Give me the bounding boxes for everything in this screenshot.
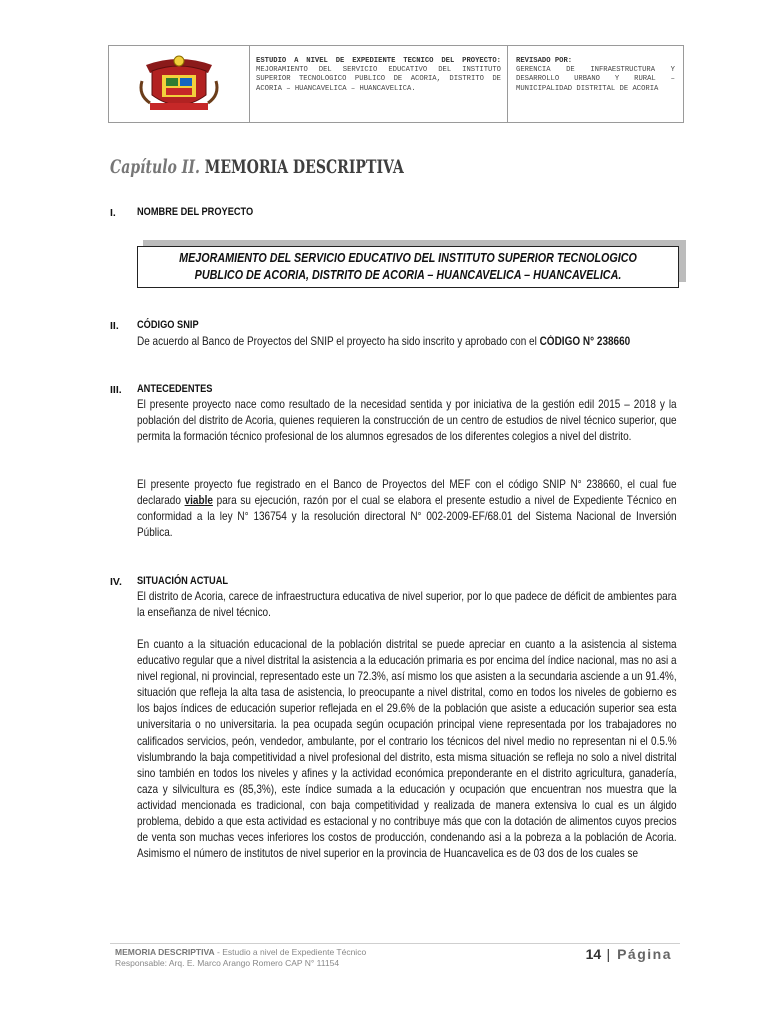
- header-review-text: GERENCIA DE INFRAESTRUCTURA Y DESARROLLO URBANO Y RURAL – MUNICIPALIDAD DISTRITAL DE ACORIA: [516, 66, 675, 93]
- header-project-lead: ESTUDIO A NIVEL DE EXPEDIENTE TECNICO DEL PROYECTO:: [256, 57, 501, 65]
- footer-responsible: Responsable: Arq. E. Marco Arango Romero CAP N° 11154: [115, 957, 340, 968]
- footer-info: [115, 947, 366, 968]
- page-number: 14: [585, 946, 602, 962]
- municipal-crest-icon: [136, 51, 222, 117]
- chapter-name: MEMORIA DESCRIPTIVA: [204, 156, 404, 178]
- header-logo-cell: [109, 46, 250, 122]
- section-1-title: NOMBRE DEL PROYECTO: [137, 206, 254, 218]
- section-1-number: I.: [110, 207, 116, 219]
- situacion-paragraph-2: En cuanto a la situación educacional de la población distrital se puede apreciar en cuanto a la asistencia al sistema educativo regular que a nivel distrital la asistencia a la educación primaria es por encima del índice nacional, mas no asi a nivel regional, ni provincial, representado este un 72.3%, así mismo los que asisten a la secundaria asciende a un 91.4%, situación que refleja la alta tasa de asistencia, lo preocupante a nivel distrital, como en todos los niveles de gobierno es los bajos índices de educación superior reflejada en el 29.6% de la población que asiste a educación superior sea esta universitaria o no universitaria. la pea ocupada según ocupación principal viene representada por los trabajadores no calificados servicios, peón, vendedor, ambulante, por el contrario los técnicos del nivel medio no representan ni el 0.5.% vislumbrando la baja competitividad a nivel profesional del distrito, esta misma situación se refleja no solo a nivel distrital sino también en todos los niveles y afines y la actividad económica preponderante en el distrito agricultura, ganadería, caza y silvicultura es (85,3%), este índice sumada a la educación y ocupación que encuentran nos muestra que la actividad mencionada es tradicional, con baja competitividad y realizada de manera extensiva lo cual es un álgido problema, debido a que esta actividad es estacional y no contribuye más que con la dotación de alimentos cuyos precios de venta son muchas veces inferiores los costos de producción, condenando asi a la pobreza a la población de Acoria. Asimismo el número de institutos de nivel superior en la provincia de Huancavelica es de 03 dos de los cuales se: [137, 638, 677, 861]
- header-project-info: [250, 46, 508, 122]
- footer-divider: [110, 943, 680, 944]
- snip-text: De acuerdo al Banco de Proyectos del SNIP el proyecto ha sido inscrito y aprobado con el: [137, 335, 540, 348]
- footer-title: MEMORIA DESCRIPTIVA: [115, 947, 215, 957]
- chapter-label: Capítulo II.: [110, 156, 200, 178]
- page-separator: |: [601, 946, 618, 962]
- viable-word: viable: [184, 494, 213, 508]
- chapter-title: [110, 156, 404, 178]
- snip-code: CÓDIGO N° 238660: [539, 335, 631, 348]
- project-name-box: [137, 246, 679, 288]
- section-2-number: II.: [110, 320, 119, 332]
- header-review-lead: REVISADO POR:: [516, 57, 573, 65]
- section-3-title: ANTECEDENTES: [137, 383, 213, 395]
- section-3-number: III.: [110, 384, 122, 396]
- header-project-text: MEJORAMIENTO DEL SERVICIO EDUCATIVO DEL INSTITUTO SUPERIOR TECNOLOGICO PUBLICO DE ACORIA, DISTRITO DE ACORIA – HUANCAVELICA – HUANCAVELICA.: [256, 66, 501, 93]
- header-review-info: [508, 46, 683, 122]
- section-2-title: CÓDIGO SNIP: [137, 319, 199, 331]
- page-indicator: [586, 946, 672, 962]
- antecedentes-paragraph-2: El presente proyecto fue registrado en el Banco de Proyectos del MEF con el código SNIP N° 238660, el cual fue declarado viable para su ejecución, razón por el cual se elabora el presente estudio a nivel de Expediente Técnico en conformidad a la ley N° 136754 y la resolución directoral N° 002-2009-EF/68.01 del Sistema Nacional de Inversión Pública.: [137, 478, 677, 540]
- page-header: [108, 45, 684, 123]
- page-word: Página: [617, 946, 672, 962]
- antecedentes-paragraph-1: El presente proyecto nace como resultado de la necesidad sentida y por iniciativa de la gestión edil 2015 – 2018 y la población del distrito de Acoria, quienes requieren la construcción de un centro de estudios de nivel técnico superior, que permita la formación técnico profesional de los alumnos egresados de los diferentes colegios a nivel del distrito.: [137, 398, 677, 444]
- project-name-text: MEJORAMIENTO DEL SERVICIO EDUCATIVO DEL INSTITUTO SUPERIOR TECNOLOGICO PUBLICO DE ACORIA, DISTRITO DE ACORIA – HUANCAVELICA – HUANCAVELICA.: [179, 251, 637, 282]
- section-4-number: IV.: [110, 576, 122, 588]
- section-4-title: SITUACIÓN ACTUAL: [137, 575, 229, 587]
- section-2-paragraph: [137, 334, 677, 350]
- footer-subtitle: - Estudio a nivel de Expediente Técnico: [214, 947, 367, 957]
- situacion-paragraph-1: El distrito de Acoria, carece de infraestructura educativa de nivel superior, por lo que padece de déficit de ambientes para la enseñanza de nivel técnico.: [137, 590, 677, 620]
